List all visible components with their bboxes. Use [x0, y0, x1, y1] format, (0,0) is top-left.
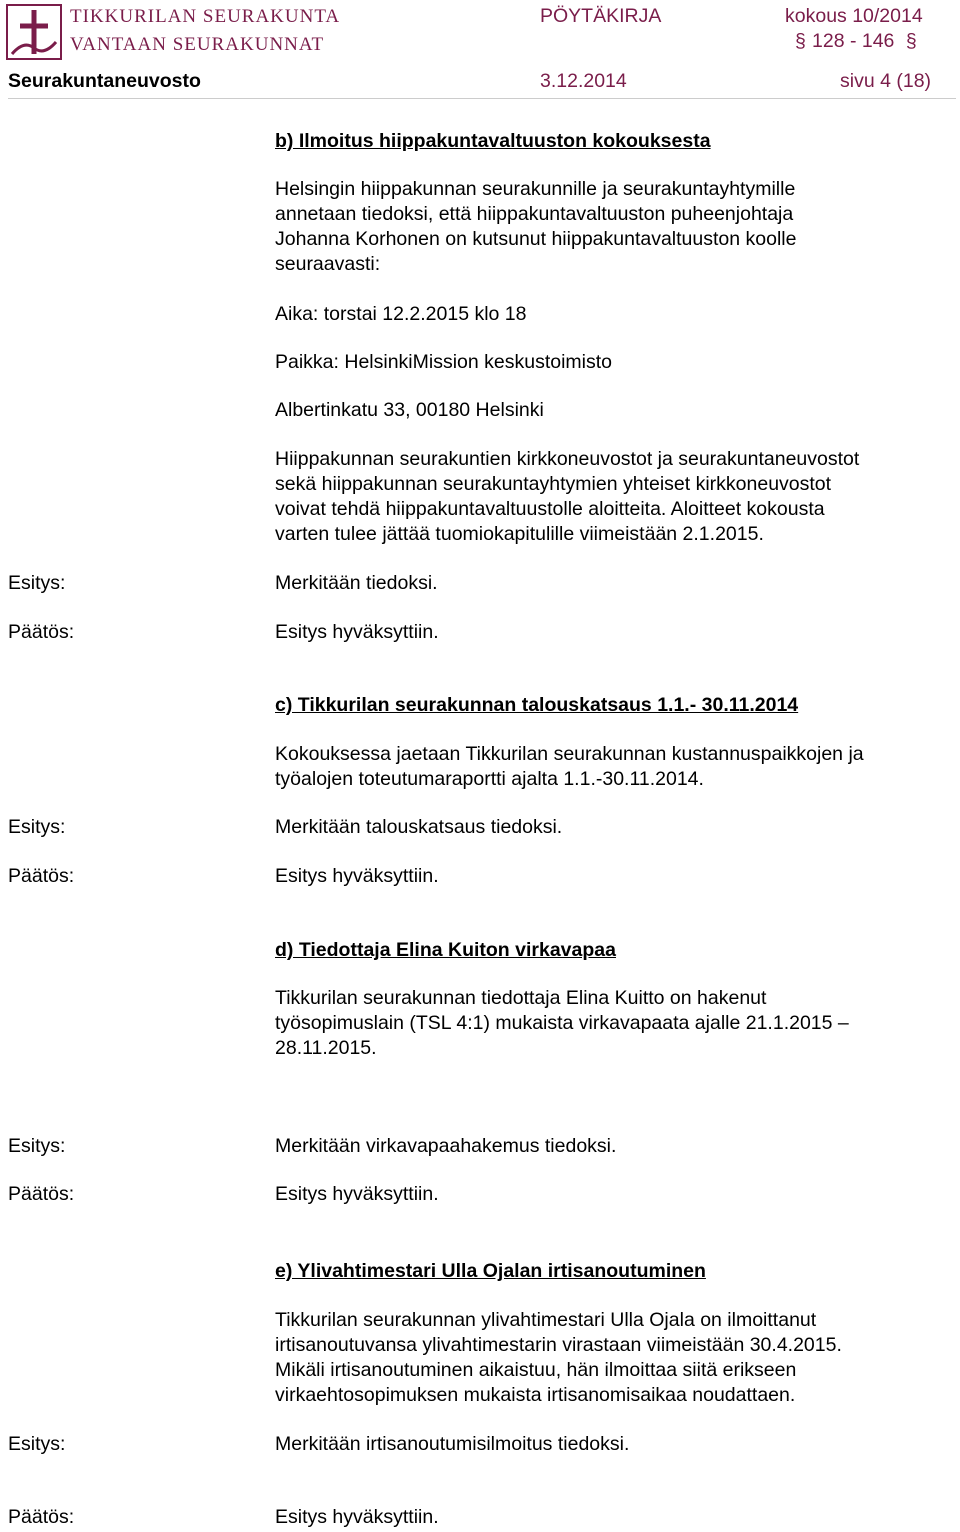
meeting-address: Albertinkatu 33, 00180 Helsinki [275, 399, 544, 421]
item-b-heading: b) Ilmoitus hiippakuntavaltuuston kokouksesta [275, 130, 711, 152]
paatos-label: Päätös: [8, 1183, 75, 1205]
text-line: seuraavasti: [275, 253, 381, 275]
header-divider [8, 98, 956, 99]
page-number: sivu 4 (18) [840, 70, 932, 92]
text-line: irtisanoutuvansa ylivahtimestarin virastaan viimeistään 30.4.2015. [275, 1334, 842, 1356]
text-line: Hiippakunnan seurakuntien kirkkoneuvostot ja seurakuntaneuvostot [275, 448, 860, 470]
esitys-text: Merkitään irtisanoutumisilmoitus tiedoksi. [275, 1433, 630, 1455]
meeting-date: 3.12.2014 [540, 70, 627, 92]
text-line: Tikkurilan seurakunnan tiedottaja Elina Kuitto on hakenut [275, 987, 767, 1009]
item-d-paragraph-1 [275, 986, 960, 1061]
item-b-paragraph-1 [275, 177, 960, 277]
item-c-heading: c) Tikkurilan seurakunnan talouskatsaus 1.1.- 30.11.2014 [275, 694, 799, 716]
text-line: Mikäli irtisanoutuminen aikaistuu, hän ilmoittaa siitä erikseen [275, 1359, 797, 1381]
text-line: työalojen toteutumaraportti ajalta 1.1.-30.11.2014. [275, 768, 704, 790]
text-line: työsopimuslain (TSL 4:1) mukaista virkavapaata ajalle 21.1.2015 – [275, 1012, 849, 1034]
item-b-paragraph-2 [275, 447, 960, 547]
esitys-label: Esitys: [8, 816, 66, 838]
section-sign-icon: § [795, 30, 806, 52]
esitys-text: Merkitään virkavapaahakemus tiedoksi. [275, 1135, 617, 1157]
text-line: Helsingin hiippakunnan seurakunnille ja seurakuntayhtymille [275, 178, 796, 200]
esitys-text: Merkitään talouskatsaus tiedoksi. [275, 816, 563, 838]
paatos-label: Päätös: [8, 621, 75, 643]
document-type: PÖYTÄKIRJA [540, 5, 662, 27]
paatos-text: Esitys hyväksyttiin. [275, 865, 439, 887]
text-line: annetaan tiedoksi, että hiippakuntavaltuuston puheenjohtaja [275, 203, 794, 225]
paatos-text: Esitys hyväksyttiin. [275, 621, 439, 643]
text-line: virkaehtosopimuksen mukaista irtisanomisaikaa noudattaen. [275, 1384, 796, 1406]
esitys-label: Esitys: [8, 572, 66, 594]
item-c-paragraph-1 [275, 742, 960, 792]
esitys-label: Esitys: [8, 1433, 66, 1455]
paatos-text: Esitys hyväksyttiin. [275, 1506, 439, 1528]
text-line: Kokouksessa jaetaan Tikkurilan seurakunnan kustannuspaikkojen ja [275, 743, 864, 765]
logo-line-1: TIKKURILAN SEURAKUNTA [70, 6, 341, 27]
item-d-heading: d) Tiedottaja Elina Kuiton virkavapaa [275, 939, 616, 961]
paatos-text: Esitys hyväksyttiin. [275, 1183, 439, 1205]
esitys-label: Esitys: [8, 1135, 66, 1157]
paatos-label: Päätös: [8, 865, 75, 887]
text-line: voivat tehdä hiippakuntavaltuustolle aloitteita. Aloitteet kokousta [275, 498, 825, 520]
body-name: Seurakuntaneuvosto [8, 70, 201, 92]
meeting-number: kokous 10/2014 [785, 5, 923, 27]
meeting-time: Aika: torstai 12.2.2015 klo 18 [275, 303, 527, 325]
cross-logo-icon [6, 4, 62, 60]
section-sign-icon: § [905, 30, 917, 52]
text-line: varten tulee jättää tuomiokapitulille viimeistään 2.1.2015. [275, 523, 764, 545]
text-line: sekä hiippakunnan seurakuntayhtymien yhteiset kirkkoneuvostot [275, 473, 832, 495]
text-line: 28.11.2015. [275, 1037, 377, 1059]
item-e-heading: e) Ylivahtimestari Ulla Ojalan irtisanoutuminen [275, 1260, 706, 1282]
logo-line-2: VANTAAN SEURAKUNNAT [70, 34, 325, 55]
text-line: Tikkurilan seurakunnan ylivahtimestari Ulla Ojala on ilmoittanut [275, 1309, 817, 1331]
paatos-label: Päätös: [8, 1506, 75, 1528]
item-e-paragraph-1 [275, 1308, 960, 1408]
text-line: Johanna Korhonen on kutsunut hiippakuntavaltuuston koolle [275, 228, 797, 250]
section-range-text: 128 - 146 [812, 30, 895, 52]
esitys-text: Merkitään tiedoksi. [275, 572, 438, 594]
section-range [812, 29, 917, 54]
meeting-place: Paikka: HelsinkiMission keskustoimisto [275, 351, 613, 373]
